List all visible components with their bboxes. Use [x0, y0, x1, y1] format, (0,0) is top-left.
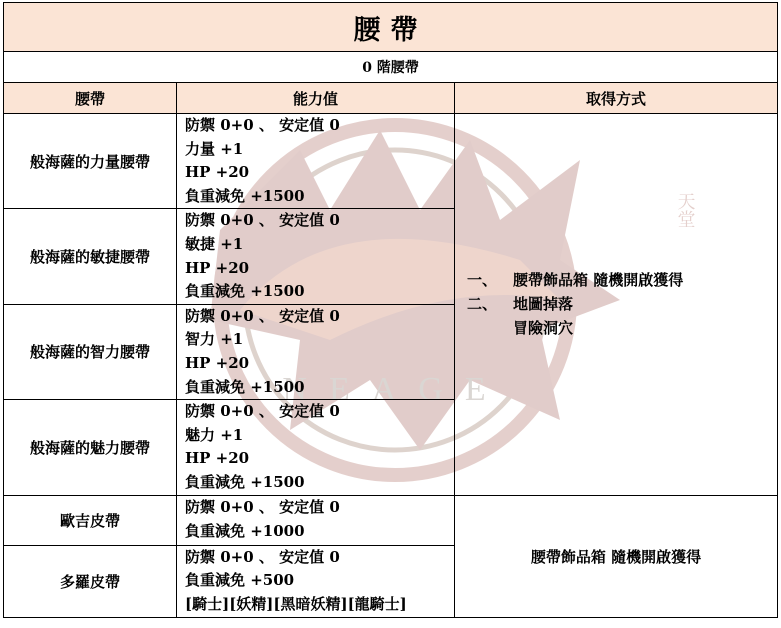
stat-line: 魅力 +1	[185, 425, 244, 444]
stat-line: 智力 +1	[185, 330, 244, 349]
obtain-method-group2: 腰帶飾品箱 隨機開啟獲得	[455, 495, 778, 617]
stat-line: 負重減免 +500	[185, 571, 295, 590]
stat-line: HP +20	[185, 163, 250, 182]
belt-stats	[177, 209, 455, 304]
belt-stats	[177, 400, 455, 495]
watermark-badge: 天堂	[674, 192, 696, 228]
belt-stats	[177, 304, 455, 399]
table-row	[4, 114, 778, 209]
tier-subtitle: 0 階腰帶	[4, 52, 778, 83]
header-item: 腰帶	[4, 83, 177, 114]
stat-line: 敏捷 +1	[185, 234, 244, 253]
obtain-line	[467, 292, 777, 316]
belt-stats	[177, 114, 455, 209]
stat-line: HP +20	[185, 449, 250, 468]
stat-line: 防禦 0+0 、 安定值 0	[185, 211, 340, 230]
stat-line: 防禦 0+0 、 安定值 0	[185, 498, 340, 517]
obtain-text: 地圖掉落	[513, 295, 574, 314]
belt-name: 般海薩的力量腰帶	[4, 114, 177, 209]
header-ability: 能力值	[177, 83, 455, 114]
belt-table	[3, 2, 778, 618]
belt-name: 般海薩的魅力腰帶	[4, 400, 177, 495]
stat-line: 防禦 0+0 、 安定值 0	[185, 116, 340, 134]
obtain-text: 腰帶飾品箱 隨機開啟獲得	[513, 271, 684, 290]
belt-stats	[177, 545, 455, 617]
obtain-number: 二、	[467, 295, 498, 314]
belt-name: 般海薩的敏捷腰帶	[4, 209, 177, 304]
stat-line: 防禦 0+0 、 安定值 0	[185, 402, 340, 421]
stat-line: 防禦 0+0 、 安定值 0	[185, 547, 340, 566]
obtain-method-group1	[455, 114, 778, 496]
stat-line: 力量 +1	[185, 139, 244, 158]
stat-line: 防禦 0+0 、 安定值 0	[185, 306, 340, 325]
stat-line: 負重減免 +1500	[185, 377, 305, 396]
obtain-number: 一、	[467, 271, 498, 290]
stat-line: 負重減免 +1000	[185, 522, 305, 540]
watermark-text: NEAGE	[282, 371, 508, 408]
stat-line: 負重減免 +1500	[185, 282, 305, 301]
belt-name: 多羅皮帶	[4, 545, 177, 617]
stat-line: [騎士][妖精][黑暗妖精][龍騎士]	[185, 594, 407, 613]
obtain-text: 冒險洞穴	[513, 319, 574, 338]
stat-line: HP +20	[185, 353, 250, 372]
table-row	[4, 495, 778, 545]
obtain-line	[467, 316, 777, 340]
stat-line: 負重減免 +1500	[185, 186, 305, 205]
belt-name: 歐吉皮帶	[4, 495, 177, 545]
header-obtain: 取得方式	[455, 83, 778, 114]
obtain-line	[467, 268, 777, 292]
obtain-number	[467, 316, 513, 340]
belt-name: 般海薩的智力腰帶	[4, 304, 177, 399]
page-title: 腰帶	[4, 3, 778, 52]
stat-line: HP +20	[185, 258, 250, 277]
belt-stats	[177, 495, 455, 545]
stat-line: 負重減免 +1500	[185, 472, 305, 491]
